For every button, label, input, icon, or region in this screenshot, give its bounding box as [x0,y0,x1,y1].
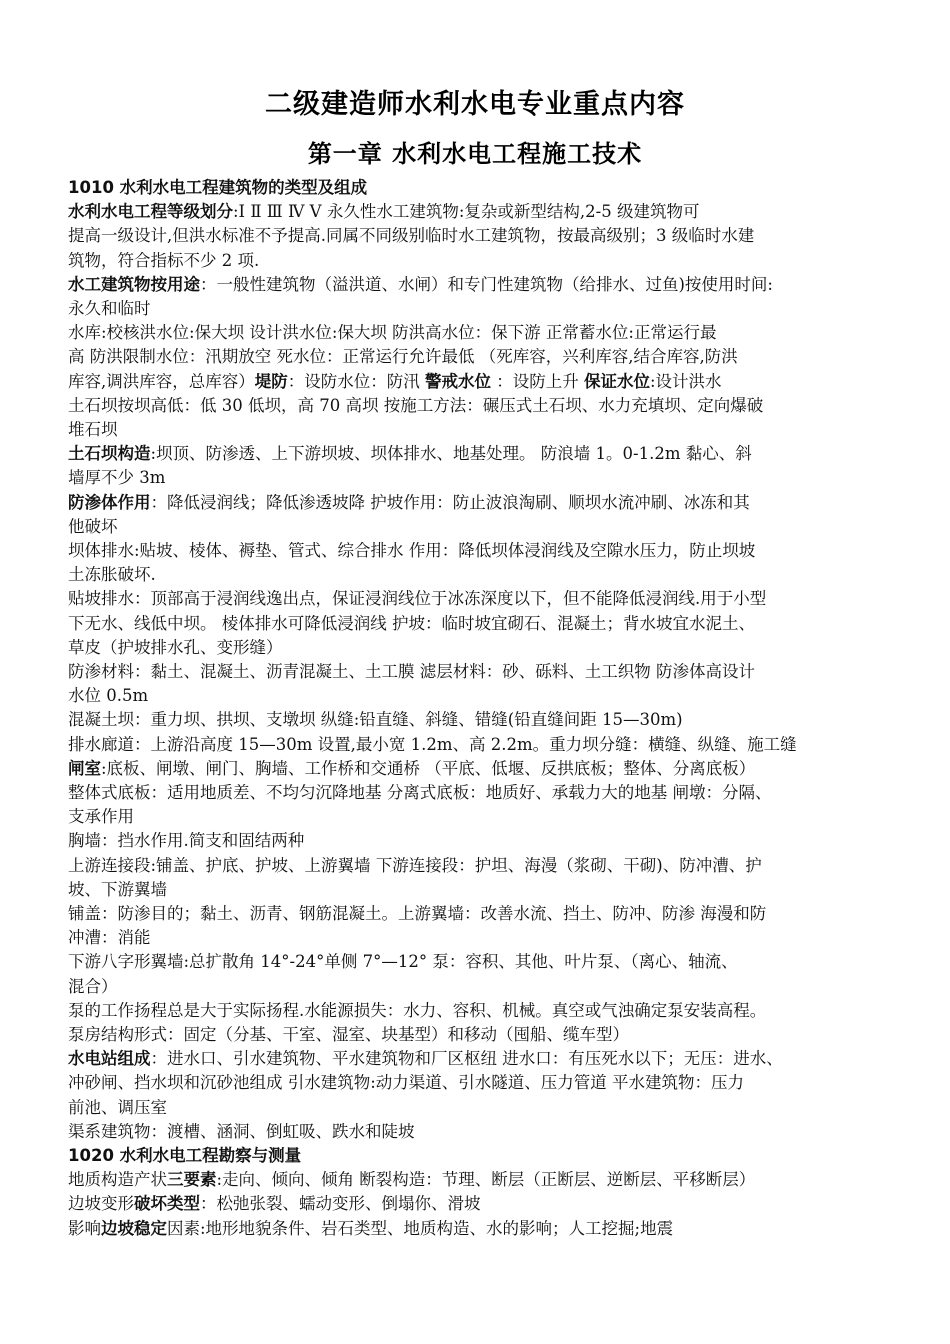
text-line [68,1071,898,1095]
text-line [68,1023,898,1047]
text-line [68,660,898,684]
text-segment: 墙厚不少 3m [68,468,166,488]
text-line [68,926,898,950]
text-segment: :走向、倾向、倾角 断裂构造：节理、断层（正断层、逆断层、平移断层） [216,1170,756,1190]
text-line [68,1047,898,1071]
bold-term: 警戒水位 [425,371,491,391]
text-line [68,491,898,515]
text-segment: 土石坝按坝高低：低 30 低坝，高 70 高坝 按施工方法：碾压式土石坝、水力充填坝、定向爆破 [68,395,764,415]
text-line [68,975,898,999]
text-segment: 混凝土坝：重力坝、拱坝、支墩坝 纵缝:铅直缝、斜缝、错缝(铅直缝间距 15—30m) [68,710,683,730]
text-segment: 水库:校核洪水位:保大坝 设计洪水位:保大坝 防洪高水位：保下游 正常蓄水位:正常运行最 [68,323,717,343]
text-segment: 水位 0.5m [68,686,149,706]
bold-term: 水电站组成 [68,1049,151,1069]
text-line [68,781,898,805]
text-line [68,442,898,466]
section-heading [68,1144,898,1168]
text-segment: ：降低浸润线；降低渗透坡降 护坡作用：防止波浪淘刷、顺坝水流冲刷、冰冻和其 [150,492,750,512]
text-segment: 冲漕：消能 [68,928,151,948]
text-segment: 边坡变形 [68,1194,134,1214]
text-segment: 泵房结构形式：固定（分基、干室、湿室、块基型）和移动（囤船、缆车型） [68,1025,629,1044]
bold-term: 堤防 [254,371,288,391]
text-line [68,902,898,926]
text-segment: 下游八字形翼墙:总扩散角 14°-24°单侧 7°—12° 泵：容积、其他、叶片泵、（离心、轴流、 [68,952,738,972]
text-line [68,612,898,636]
text-segment: 他破坏 [68,516,118,536]
text-segment: 铺盖：防渗目的；黏土、沥青、钢筋混凝土。上游翼墙：改善水流、挡土、防冲、防渗 海漫和防 [68,904,767,923]
text-line [68,563,898,587]
text-segment: 因素:地形地貌条件、岩石类型、地质构造、水的影响；人工挖掘;地震 [167,1218,674,1238]
text-segment: 整体式底板：适用地质差、不均匀沉降地基 分离式底板：地质好、承载力大的地基 闸墩：分隔、 [68,783,772,802]
text-segment: 冲砂闸、挡水坝和沉砂池组成 引水建筑物:动力渠道、引水隧道、压力管道 平水建筑物：压力 [68,1073,745,1093]
bold-term: 保证水位 [584,371,650,391]
text-line [68,805,898,829]
text-segment: ：设防水位：防汛 [287,371,425,391]
text-segment: :Ⅰ Ⅱ Ⅲ Ⅳ Ⅴ 永久性水工建筑物:复杂或新型结构,2-5 级建筑物可 [233,202,700,222]
text-line [68,878,898,902]
text-segment: 支承作用 [68,807,134,827]
text-line [68,829,898,853]
bold-term: 1010 水利水电工程建筑物的类型及组成 [68,178,368,197]
text-line [68,273,898,297]
text-segment: :底板、闸墩、闸门、胸墙、工作桥和交通桥 （平底、低堰、反拱底板；整体、分离底板） [101,758,756,778]
text-line [68,757,898,781]
text-segment: :坝顶、防渗透、上下游坝坡、坝体排水、地基处理。 防浪墙 1。0-1.2m 黏心、斜 [150,444,752,464]
text-segment: 提高一级设计,但洪水标准不予提高.同属不同级别临时水工建筑物，按最高级别；3 级临时水建 [68,226,755,246]
bold-term: 1020 水利水电工程勘察与测量 [68,1146,302,1165]
text-line [68,999,898,1023]
bold-term: 闸室 [68,758,101,778]
text-line [68,345,898,369]
text-segment: 高 防洪限制水位：汛期放空 死水位：正常运行允许最低 （死库容，兴利库容,结合库容,防洪 [68,347,738,367]
text-line [68,224,898,248]
text-line [68,297,898,321]
text-segment: ：一般性建筑物（溢洪道、水闸）和专门性建筑物（给排水、过鱼)按使用时间: [200,274,773,294]
bold-term: 水工建筑物按用途 [68,274,200,294]
bold-term: 防渗体作用 [68,492,151,512]
text-line [68,1217,898,1241]
bold-term: 三要素 [167,1170,217,1190]
text-segment: 堆石坝 [68,420,118,439]
text-segment: ：进水口、引水建筑物、平水建筑物和厂区枢纽 进水口：有压死水以下；无压：进水、 [150,1049,783,1069]
text-line [68,1192,898,1216]
text-segment: 泵的工作扬程总是大于实际扬程.水能源损失：水力、容积、机械。真空或气浊确定泵安装高程。 [68,1000,767,1020]
text-segment: 土冻胀破坏. [68,565,156,585]
text-line [68,587,898,611]
text-segment: 贴坡排水：顶部高于浸润线逸出点，保证浸润线位于冰冻深度以下，但不能降低浸润线.用于小型 [68,589,767,609]
text-line [68,466,898,490]
text-line [68,394,898,418]
text-line [68,950,898,974]
text-line [68,684,898,708]
text-line [68,249,898,273]
text-segment: 渠系建筑物：渡槽、涵洞、倒虹吸、跌水和陡坡 [68,1121,415,1141]
text-line [68,1096,898,1120]
text-line [68,200,898,224]
text-segment: 库容,调洪库容，总库容） [68,371,255,391]
bold-term: 水利水电工程等级划分 [68,202,233,222]
text-segment: 永久和临时 [68,299,151,318]
document-title: 二级建造师水利水电专业重点内容 [265,89,685,120]
text-segment: 坝体排水:贴坡、棱体、褥垫、管式、综合排水 作用：降低坝体浸润线及空隙水压力，防止坝坡 [68,541,756,560]
text-segment: 混合） [68,976,118,996]
bold-term: 破坏类型 [134,1194,200,1214]
text-segment: :设计洪水 [650,371,722,391]
chapter-title: 第一章 水利水电工程施工技术 [307,140,643,168]
bold-term: 边坡稳定 [101,1218,167,1238]
text-segment: 上游连接段:铺盖、护底、护坡、上游翼墙 下游连接段：护坦、海漫（浆砌、干砌)、防冲漕、护 [68,855,762,875]
text-line [68,1120,898,1144]
bold-term: 土石坝构造 [68,444,151,464]
text-segment: ：松弛张裂、蠕动变形、倒塌你、滑坡 [200,1194,481,1214]
text-line [68,733,898,757]
text-line [68,418,898,442]
text-segment: 影响 [68,1218,101,1238]
text-segment: 前池、调压室 [68,1097,167,1117]
text-segment: 地质构造产状 [68,1170,167,1190]
text-segment: 筑物，符合指标不少 2 项. [68,250,260,270]
text-line [68,1168,898,1192]
text-line [68,370,898,394]
text-segment: 排水廊道：上游沿高度 15—30m 设置,最小宽 1.2m、高 2.2m。重力坝分缝：横缝、纵缝、施工缝 [68,734,797,754]
text-segment: 防渗材料：黏土、混凝土、沥青混凝土、土工膜 滤层材料：砂、砾料、土工织物 防渗体高设计 [68,662,755,681]
text-line [68,321,898,345]
text-segment: 胸墙：挡水作用.简支和固结两种 [68,831,305,851]
text-line [68,515,898,539]
section-heading [68,176,898,200]
text-segment: 下无水、线低中坝。 棱体排水可降低浸润线 护坡：临时坡宜砌石、混凝土；背水坡宜水泥土、 [68,613,755,633]
text-line [68,636,898,660]
text-line [68,854,898,878]
text-line [68,539,898,563]
text-segment: 草皮（护坡排水孔、变形缝） [68,637,283,657]
text-line [68,708,898,732]
text-segment: 坡、下游翼墙 [68,879,167,899]
text-segment: ：设防上升 [491,371,584,391]
